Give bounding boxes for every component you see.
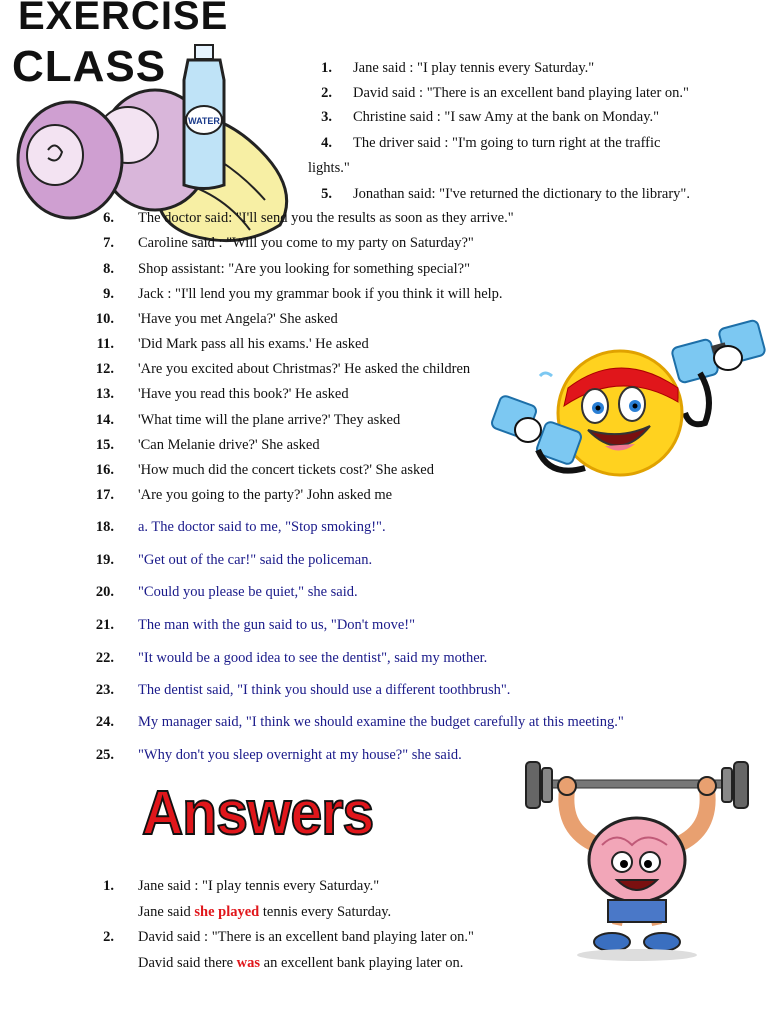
title-exercise: EXERCISE	[18, 0, 229, 38]
answer-highlight: was	[236, 955, 261, 971]
brain-weightlifter-clipart	[522, 750, 752, 965]
bottle-label: WATER	[188, 116, 220, 126]
weights-icon	[18, 90, 210, 218]
smiley-face	[558, 351, 682, 475]
brain-icon	[589, 818, 685, 902]
smiley-dumbbell-clipart	[490, 318, 768, 488]
answers-heading: Answers	[142, 779, 374, 848]
answer-highlight: she played	[194, 904, 260, 920]
title-class: CLASS	[12, 42, 167, 91]
water-bottle-icon	[184, 45, 224, 189]
